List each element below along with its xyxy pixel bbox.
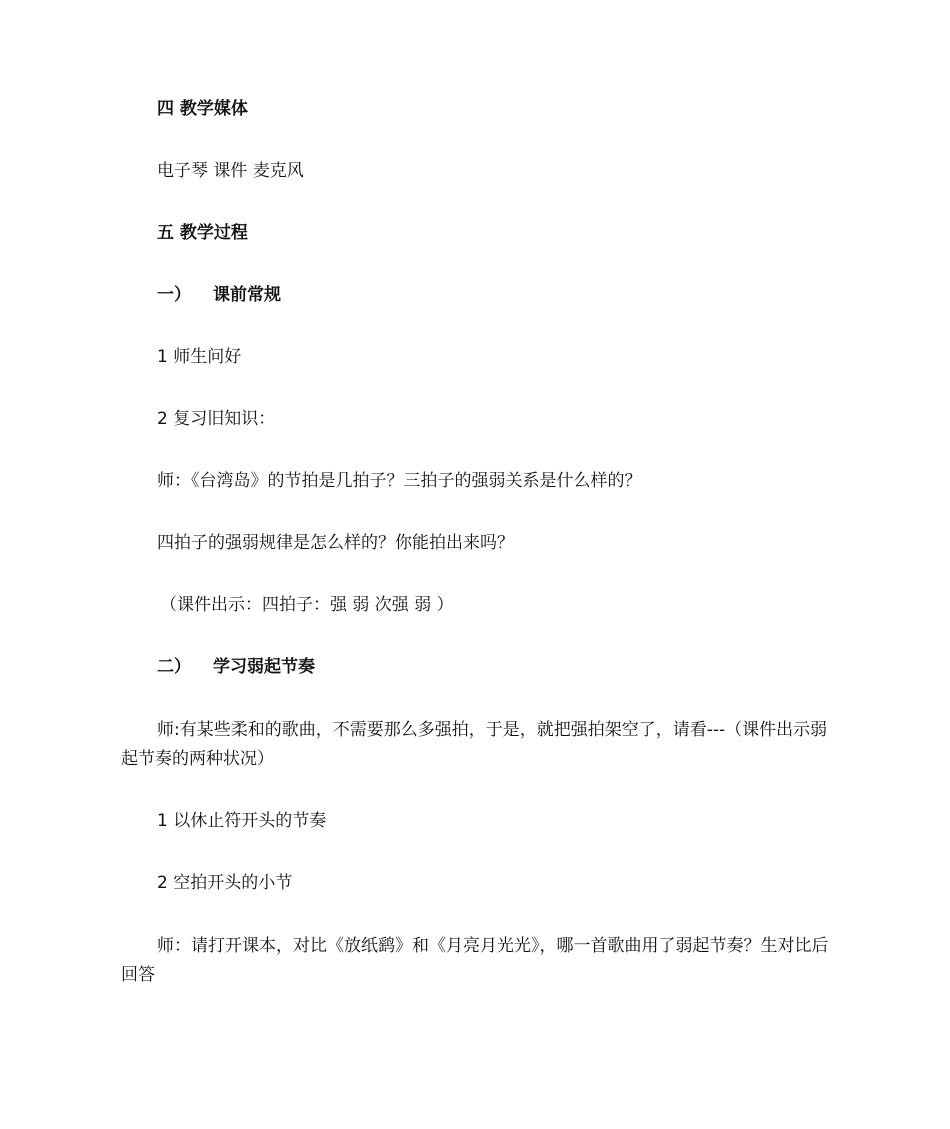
case-1: 1 以休止符开头的节奏 — [157, 811, 327, 831]
step-2: 2 复习旧知识： — [157, 409, 276, 429]
section-5-heading: 五 教学过程 — [157, 223, 248, 243]
case-2: 2 空拍开头的小节 — [157, 873, 293, 893]
part-1-marker: 一） — [157, 285, 191, 305]
part-2-marker: 二） — [157, 657, 191, 677]
media-list: 电子琴 课件 麦克风 — [157, 161, 304, 181]
part-2-title: 学习弱起节奏 — [213, 657, 315, 677]
part-1-heading — [157, 285, 281, 305]
part-2-heading — [157, 657, 315, 677]
section-4-heading: 四 教学媒体 — [157, 99, 248, 119]
part-1-title: 课前常规 — [213, 285, 281, 305]
teacher-paragraph-2: 师：请打开课本，对比《放纸鹞》和《月亮月光光》，哪一首歌曲用了弱起节奏？生对比后回答 — [121, 936, 829, 985]
teacher-question-1: 师：《台湾岛》的节拍是几拍子？三拍子的强弱关系是什么样的？ — [157, 471, 642, 491]
teacher-question-2: 四拍子的强弱规律是怎么样的？你能拍出来吗？ — [157, 533, 514, 553]
teacher-paragraph-1: 师:有某些柔和的歌曲，不需要那么多强拍，于是，就把强拍架空了，请看---（课件出示弱起节奏的两种状况） — [121, 720, 828, 769]
courseware-note: （课件出示：四拍子：强 弱 次强 弱 ） — [160, 595, 454, 615]
step-1: 1 师生问好 — [157, 347, 242, 367]
